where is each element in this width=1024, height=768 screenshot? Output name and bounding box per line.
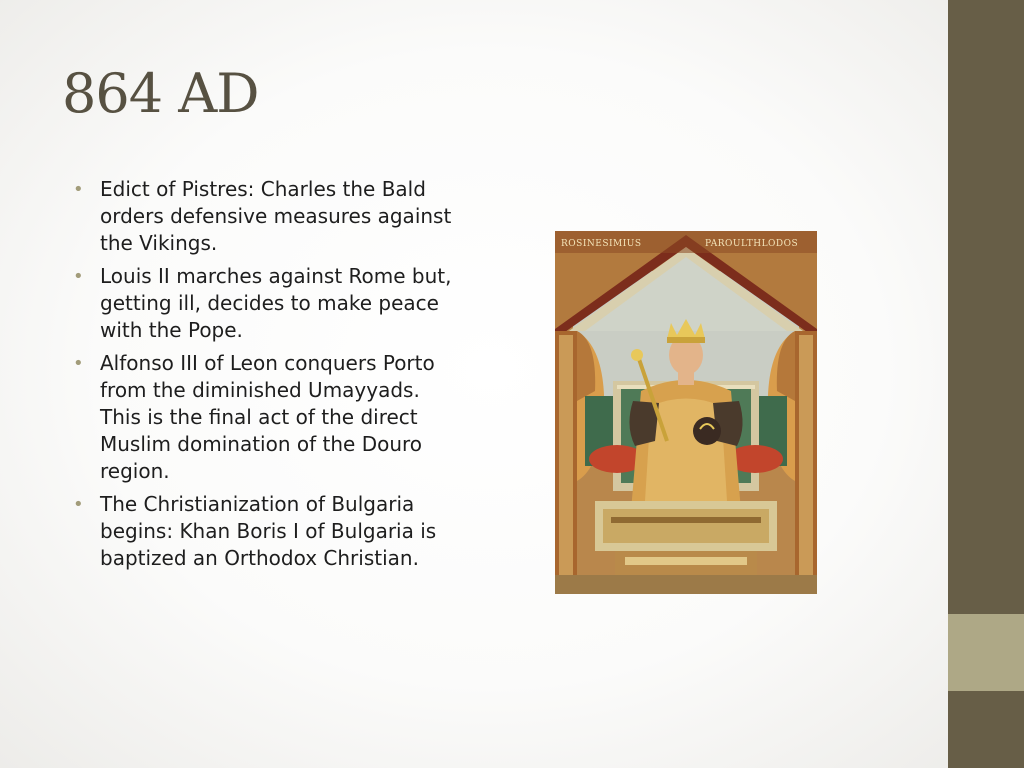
bullet-icon: • — [73, 494, 84, 515]
inscription-left: ROSINESIMIUS — [561, 239, 642, 249]
bullet-list — [72, 176, 452, 578]
bullet-item — [72, 491, 452, 572]
bullet-item — [72, 263, 452, 344]
bullet-text: Alfonso III of Leon conquers Porto from the diminished Umayyads. This is the final act of the direct Muslim domination of the Douro region. — [100, 351, 435, 483]
bullet-icon: • — [73, 179, 84, 200]
manuscript-king-portrait — [555, 231, 817, 594]
bullet-text: Edict of Pistres: Charles the Bald orders defensive measures against the Vikings. — [100, 177, 452, 255]
slide-title: 864 AD — [62, 62, 259, 125]
inscription-right: PAROULTHLODOS — [705, 239, 799, 249]
bullet-icon: • — [73, 353, 84, 374]
bullet-icon: • — [73, 266, 84, 287]
bullet-item — [72, 350, 452, 485]
bullet-text: Louis II marches against Rome but, getting ill, decides to make peace with the Pope. — [100, 264, 452, 342]
sidebar-accent-block — [948, 614, 1024, 691]
bullet-item — [72, 176, 452, 257]
bullet-text: The Christianization of Bulgaria begins: Khan Boris I of Bulgaria is baptized an Orthodox Christian. — [100, 492, 437, 570]
